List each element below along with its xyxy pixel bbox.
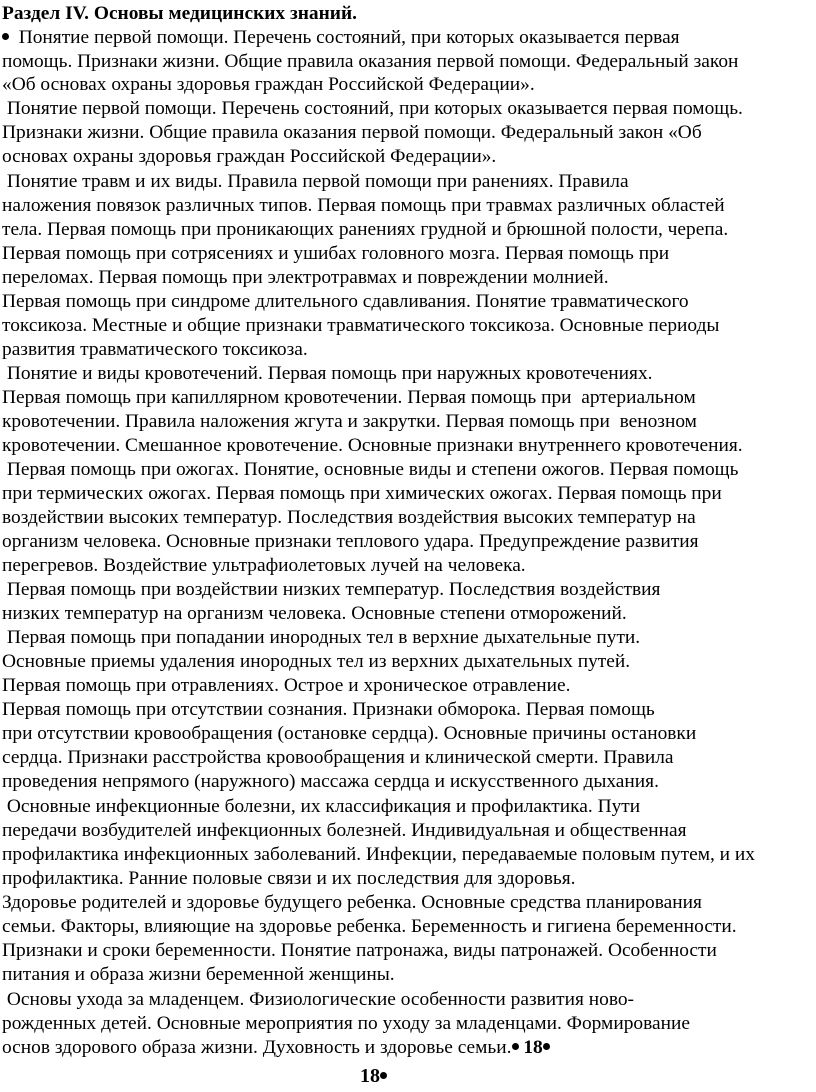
text-line: Основные приемы удаления инородных тел из верхних дыхательных путей. <box>2 651 631 672</box>
text-line: низких температур на организм человека. Основные степени отморожений. <box>2 603 627 624</box>
text-line-content: Понятие первой помощи. Перечень состояний, при которых оказывается первая <box>18 27 680 48</box>
text-line: Признаки и сроки беременности. Понятие патронажа, виды патронажей. Особенности <box>2 940 717 961</box>
text-line: Первая помощь при отсутствии сознания. Признаки обморока. Первая помощь <box>2 699 655 720</box>
page-number-footer <box>360 1064 387 1088</box>
text-line: Понятие первой помощи. Перечень состояний, при которых оказывается первая помощь. <box>2 98 743 119</box>
text-line: Признаки жизни. Общие правила оказания первой помощи. Федеральный закон «Об <box>2 122 702 143</box>
text-line: тела. Первая помощь при проникающих ранениях грудной и брюшной полости, черепа. <box>2 219 729 240</box>
text-line: семьи. Факторы, влияющие на здоровье ребенка. Беременность и гигиена беременности. <box>2 916 737 937</box>
text-line: передачи возбудителей инфекционных болезней. Индивидуальная и общественная <box>2 820 687 841</box>
text-line: Основные инфекционные болезни, их классификация и профилактика. Пути <box>2 796 641 817</box>
text-line: Первая помощь при воздействии низких температур. Последствия воздействия <box>2 579 661 600</box>
text-line: Первая помощь при попадании инородных тел в верхние дыхательные пути. <box>2 627 641 648</box>
text-line: питания и образа жизни беременной женщины. <box>2 964 395 985</box>
text-line: профилактика. Ранние половые связи и их последствия для здоровья. <box>2 868 576 889</box>
section-heading: Раздел IV. Основы медицинских знаний. <box>2 3 357 24</box>
text-line: «Об основах охраны здоровья граждан Российской Федерации». <box>2 74 535 95</box>
text-line-content: основ здорового образа жизни. Духовность и здоровье семьи. <box>2 1037 512 1058</box>
text-line: Первая помощь при отравлениях. Острое и хроническое отравление. <box>2 675 571 696</box>
text-line: кровотечении. Смешанное кровотечение. Основные признаки внутреннего кровотечения. <box>2 435 743 456</box>
text-line: развития травматического токсикоза. <box>2 339 308 360</box>
text-line: помощь. Признаки жизни. Общие правила оказания первой помощи. Федеральный закон <box>2 51 739 72</box>
text-line: при термических ожогах. Первая помощь при химических ожогах. Первая помощь при <box>2 483 722 504</box>
text-line: профилактика инфекционных заболеваний. Инфекции, передаваемые половым путем, и их <box>2 844 755 865</box>
text-line: кровотечении. Правила наложения жгута и закрутки. Первая помощь при венозном <box>2 411 697 432</box>
text-line: перегревов. Воздействие ультрафиолетовых лучей на человека. <box>2 555 526 576</box>
text-line: Первая помощь при ожогах. Понятие, основные виды и степени ожогов. Первая помощь <box>2 459 739 480</box>
text-line: Первая помощь при синдроме длительного сдавливания. Понятие травматического <box>2 291 689 312</box>
text-line: Здоровье родителей и здоровье будущего ребенка. Основные средства планирования <box>2 892 702 913</box>
text-line: при отсутствии кровообращения (остановке сердца). Основные причины остановки <box>2 723 697 744</box>
text-line: Первая помощь при капиллярном кровотечении. Первая помощь при артериальном <box>2 387 696 408</box>
bullet-icon <box>2 33 9 40</box>
text-line: основах охраны здоровья граждан Российской Федерации». <box>2 146 497 167</box>
bullet-icon <box>512 1043 519 1050</box>
text-line: токсикоза. Местные и общие признаки травматического токсикоза. Основные периоды <box>2 315 720 336</box>
text-line: переломах. Первая помощь при электротравмах и повреждении молнией. <box>2 267 609 288</box>
text-line: рожденных детей. Основные мероприятия по уходу за младенцами. Формирование <box>2 1013 690 1034</box>
text-line <box>2 1036 550 1060</box>
text-line: наложения повязок различных типов. Первая помощь при травмах различных областей <box>2 195 725 216</box>
text-line: сердца. Признаки расстройства кровообращения и клинической смерти. Правила <box>2 747 674 768</box>
text-line: Понятие и виды кровотечений. Первая помощь при наружных кровотечениях. <box>2 363 653 384</box>
bullet-icon <box>543 1043 550 1050</box>
bullet-icon <box>380 1072 387 1079</box>
text-line: организм человека. Основные признаки теплового удара. Предупреждение развития <box>2 531 699 552</box>
inline-page-number: 18 <box>518 1037 543 1058</box>
text-line: Понятие травм и их виды. Правила первой помощи при ранениях. Правила <box>2 171 629 192</box>
text-line: воздействии высоких температур. Последствия воздействия высоких температур на <box>2 507 696 528</box>
text-line: Первая помощь при сотрясениях и ушибах головного мозга. Первая помощь при <box>2 243 670 264</box>
page-number: 18 <box>360 1065 380 1087</box>
text-line <box>2 26 680 50</box>
text-line: Основы ухода за младенцем. Физиологические особенности развития ново- <box>2 989 635 1010</box>
text-line: проведения непрямого (наружного) массажа сердца и искусственного дыхания. <box>2 771 659 792</box>
